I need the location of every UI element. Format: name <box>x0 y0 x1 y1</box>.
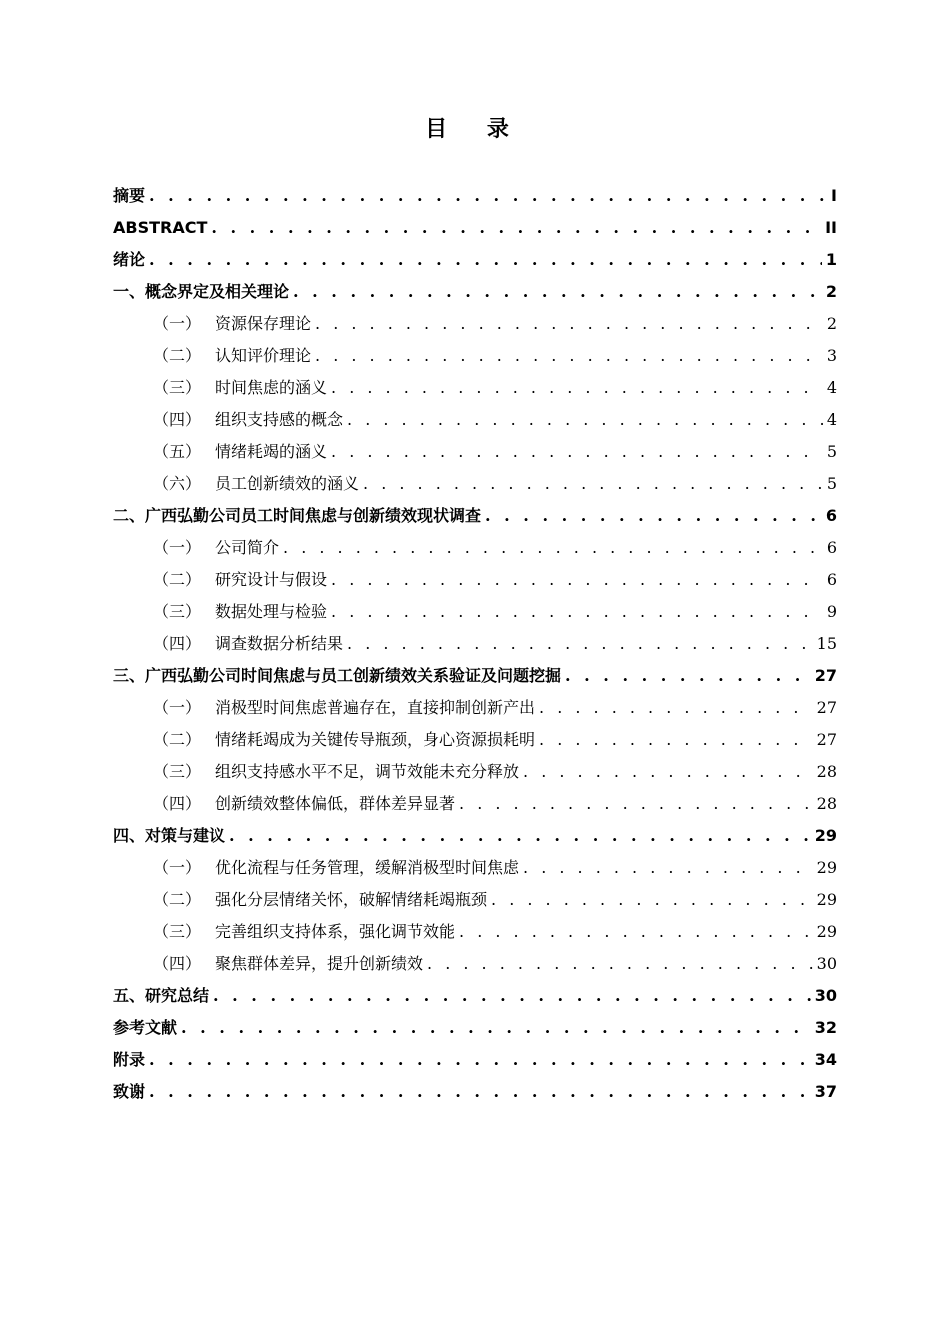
toc-section-entry[interactable] <box>113 596 837 628</box>
toc-page-number: 27 <box>814 666 837 685</box>
toc-page-number: 28 <box>816 794 837 813</box>
toc-page-number: 34 <box>814 1050 837 1069</box>
toc-page-number: 9 <box>826 602 837 621</box>
toc-section-entry[interactable] <box>113 564 837 596</box>
toc-page-number: 1 <box>825 250 837 269</box>
toc-entry-label <box>153 852 519 884</box>
toc-section-number: （六） <box>153 474 202 493</box>
toc-section-entry[interactable] <box>113 788 837 820</box>
toc-chapter-entry[interactable] <box>113 1076 837 1108</box>
toc-entry-text: 五、研究总结 <box>113 986 210 1005</box>
toc-dot-leader <box>459 788 813 820</box>
toc-entry-label <box>113 1044 145 1076</box>
toc-section-number: （一） <box>153 858 202 877</box>
toc-chapter-entry[interactable] <box>113 500 837 532</box>
toc-dot-leader <box>293 276 822 308</box>
toc-entry-text: 消极型时间焦虑普遍存在，直接抑制创新产出 <box>215 698 536 717</box>
toc-entry-text: 时间焦虑的涵义 <box>215 378 328 397</box>
toc-section-entry[interactable] <box>113 692 837 724</box>
toc-entry-label <box>153 564 327 596</box>
toc-section-entry[interactable] <box>113 756 837 788</box>
toc-dot-leader <box>149 180 827 212</box>
toc-entry-text: ABSTRACT <box>113 218 208 237</box>
toc-entry-text: 绪论 <box>113 250 146 269</box>
toc-dot-leader <box>315 340 823 372</box>
toc-dot-leader <box>213 980 811 1012</box>
toc-section-number: （二） <box>153 890 202 909</box>
toc-dot-leader <box>211 212 821 244</box>
toc-entry-label <box>113 276 289 308</box>
toc-dot-leader <box>485 500 822 532</box>
toc-entry-label <box>113 820 225 852</box>
toc-section-entry[interactable] <box>113 340 837 372</box>
toc-section-number: （三） <box>153 922 202 941</box>
toc-section-entry[interactable] <box>113 628 837 660</box>
toc-page-number: 29 <box>816 858 837 877</box>
toc-section-number: （二） <box>153 730 202 749</box>
toc-chapter-entry[interactable] <box>113 980 837 1012</box>
toc-entry-label <box>153 884 487 916</box>
toc-entry-label <box>113 244 145 276</box>
toc-entry-text: 情绪耗竭成为关键传导瓶颈，身心资源损耗明 <box>215 730 536 749</box>
toc-entry-text: 情绪耗竭的涵义 <box>215 442 328 461</box>
toc-section-number: （三） <box>153 378 202 397</box>
page-title: 目 录 <box>425 117 525 142</box>
toc-dot-leader <box>331 372 823 404</box>
toc-dot-leader <box>347 628 813 660</box>
toc-section-entry[interactable] <box>113 404 837 436</box>
toc-entry-label <box>153 532 279 564</box>
toc-entry-label <box>153 788 455 820</box>
toc-page-number: 30 <box>814 986 837 1005</box>
toc-entry-label <box>153 916 455 948</box>
toc-chapter-entry[interactable] <box>113 244 837 276</box>
toc-dot-leader <box>331 564 823 596</box>
toc-entry-text: 致谢 <box>113 1082 146 1101</box>
toc-section-number: （三） <box>153 762 202 781</box>
toc-entry-label <box>113 1076 145 1108</box>
toc-entry-label <box>113 660 561 692</box>
toc-entry-text: 四、对策与建议 <box>113 826 226 845</box>
toc-entry-label <box>153 436 327 468</box>
toc-entry-text: 组织支持感水平不足，调节效能未充分释放 <box>215 762 520 781</box>
toc-entry-text: 员工创新绩效的涵义 <box>215 474 360 493</box>
toc-section-number: （一） <box>153 314 202 333</box>
toc-page-number: 27 <box>816 730 837 749</box>
toc-dot-leader <box>565 660 811 692</box>
toc-page-number: II <box>825 218 837 237</box>
toc-dot-leader <box>331 436 823 468</box>
toc-page-number: 2 <box>826 314 837 333</box>
toc-section-number: （三） <box>153 602 202 621</box>
toc-dot-leader <box>331 596 823 628</box>
toc-entry-text: 强化分层情绪关怀，破解情绪耗竭瓶颈 <box>215 890 488 909</box>
toc-page-number: 29 <box>816 890 837 909</box>
toc-entry-label <box>153 628 343 660</box>
toc-entry-label <box>153 340 311 372</box>
toc-section-number: （四） <box>153 954 202 973</box>
toc-entry-text: 公司简介 <box>215 538 280 557</box>
table-of-contents <box>113 180 837 1108</box>
toc-entry-label <box>153 468 359 500</box>
toc-page-number: 28 <box>816 762 837 781</box>
toc-entry-label <box>113 980 209 1012</box>
toc-page-number: 30 <box>816 954 837 973</box>
toc-section-number: （四） <box>153 634 202 653</box>
toc-section-entry[interactable] <box>113 532 837 564</box>
toc-page-number: 37 <box>814 1082 837 1101</box>
toc-entry-text: 二、广西弘勤公司员工时间焦虑与创新绩效现状调查 <box>113 506 482 525</box>
toc-dot-leader <box>539 724 813 756</box>
toc-entry-label <box>153 596 327 628</box>
toc-chapter-entry[interactable] <box>113 660 837 692</box>
toc-page-number: 15 <box>816 634 837 653</box>
toc-entry-label <box>113 212 207 244</box>
toc-entry-text: 三、广西弘勤公司时间焦虑与员工创新绩效关系验证及问题挖掘 <box>113 666 562 685</box>
toc-dot-leader <box>539 692 813 724</box>
toc-entry-label <box>153 756 519 788</box>
toc-section-entry[interactable] <box>113 884 837 916</box>
toc-dot-leader <box>363 468 823 500</box>
toc-chapter-entry[interactable] <box>113 820 837 852</box>
toc-entry-label <box>153 948 423 980</box>
toc-page-number: 2 <box>825 282 837 301</box>
toc-entry-label <box>153 372 327 404</box>
toc-entry-label <box>113 1012 177 1044</box>
toc-dot-leader <box>229 820 811 852</box>
toc-page-number: 3 <box>826 346 837 365</box>
toc-section-entry[interactable] <box>113 308 837 340</box>
toc-section-entry[interactable] <box>113 916 837 948</box>
toc-entry-label <box>153 724 535 756</box>
toc-dot-leader <box>491 884 813 916</box>
toc-entry-text: 组织支持感的概念 <box>215 410 344 429</box>
toc-dot-leader <box>347 404 823 436</box>
toc-entry-text: 数据处理与检验 <box>215 602 328 621</box>
toc-chapter-entry[interactable] <box>113 276 837 308</box>
toc-dot-leader <box>181 1012 811 1044</box>
toc-entry-text: 研究设计与假设 <box>215 570 328 589</box>
toc-entry-text: 摘要 <box>113 186 146 205</box>
toc-chapter-entry[interactable] <box>113 180 837 212</box>
toc-entry-text: 创新绩效整体偏低，群体差异显著 <box>215 794 456 813</box>
toc-chapter-entry[interactable] <box>113 212 837 244</box>
toc-page-number: 5 <box>826 442 837 461</box>
toc-entry-text: 参考文献 <box>113 1018 178 1037</box>
toc-chapter-entry[interactable] <box>113 1012 837 1044</box>
toc-section-number: （五） <box>153 442 202 461</box>
toc-section-number: （二） <box>153 570 202 589</box>
toc-section-entry[interactable] <box>113 436 837 468</box>
toc-section-number: （一） <box>153 538 202 557</box>
toc-page-number: 6 <box>826 570 837 589</box>
toc-dot-leader <box>427 948 813 980</box>
toc-dot-leader <box>149 1044 811 1076</box>
toc-section-entry[interactable] <box>113 852 837 884</box>
toc-page-number: 27 <box>816 698 837 717</box>
toc-page-number: 32 <box>814 1018 837 1037</box>
toc-page-number: 29 <box>814 826 837 845</box>
toc-page-number: 5 <box>826 474 837 493</box>
toc-entry-label <box>113 180 145 212</box>
toc-entry-text: 附录 <box>113 1050 146 1069</box>
toc-page-number: 6 <box>826 538 837 557</box>
toc-entry-label <box>153 404 343 436</box>
toc-page-number: 29 <box>816 922 837 941</box>
toc-dot-leader <box>315 308 823 340</box>
toc-dot-leader <box>283 532 823 564</box>
toc-entry-text: 资源保存理论 <box>215 314 312 333</box>
toc-entry-text: 聚焦群体差异，提升创新绩效 <box>215 954 424 973</box>
toc-dot-leader <box>459 916 813 948</box>
toc-entry-text: 认知评价理论 <box>215 346 312 365</box>
toc-entry-text: 一、概念界定及相关理论 <box>113 282 290 301</box>
toc-section-entry[interactable] <box>113 468 837 500</box>
toc-entry-text: 完善组织支持体系，强化调节效能 <box>215 922 456 941</box>
toc-section-number: （一） <box>153 698 202 717</box>
toc-dot-leader <box>523 852 813 884</box>
toc-entry-label <box>153 308 311 340</box>
toc-page-number: 4 <box>826 378 837 397</box>
toc-entry-text: 优化流程与任务管理，缓解消极型时间焦虑 <box>215 858 520 877</box>
toc-dot-leader <box>523 756 813 788</box>
toc-section-number: （四） <box>153 410 202 429</box>
toc-section-entry[interactable] <box>113 948 837 980</box>
toc-dot-leader <box>149 1076 811 1108</box>
toc-entry-text: 调查数据分析结果 <box>215 634 344 653</box>
toc-section-number: （二） <box>153 346 202 365</box>
toc-entry-label <box>153 692 535 724</box>
toc-chapter-entry[interactable] <box>113 1044 837 1076</box>
toc-section-entry[interactable] <box>113 372 837 404</box>
toc-entry-label <box>113 500 481 532</box>
toc-dot-leader <box>149 244 822 276</box>
toc-page-number: I <box>831 186 837 205</box>
toc-page-number: 4 <box>826 410 837 429</box>
toc-page-number: 6 <box>825 506 837 525</box>
toc-section-entry[interactable] <box>113 724 837 756</box>
toc-section-number: （四） <box>153 794 202 813</box>
